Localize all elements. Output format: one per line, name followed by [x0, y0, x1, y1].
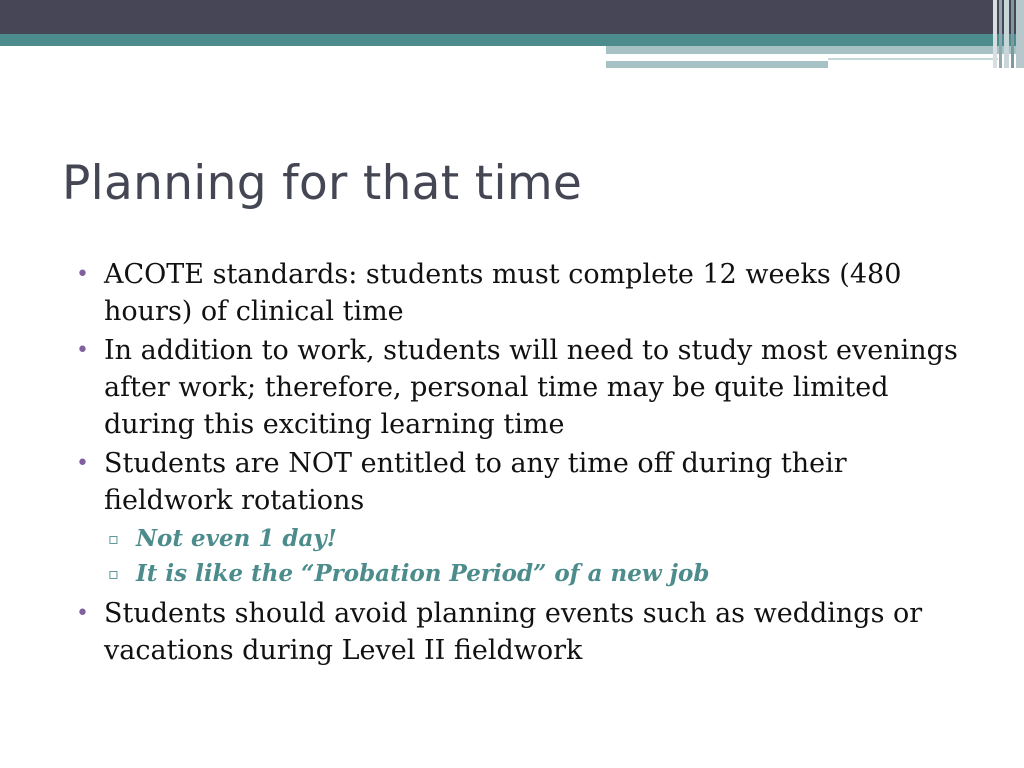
bullet-item: • ACOTE standards: students must complete 12 weeks (480 hours) of clinical time	[74, 256, 979, 330]
bullet-item: • Students should avoid planning events such as weddings or vacations during Level II fieldwork	[74, 595, 979, 669]
header-accent-line	[828, 58, 998, 60]
header-vertical-stripe	[993, 0, 997, 68]
bullet-item: • In addition to work, students will need to study most evenings after work; therefore, personal time may be quite limited during this exciting learning time	[74, 332, 979, 443]
slide-body	[74, 256, 979, 671]
header-band-teal	[0, 34, 1024, 46]
sub-bullet-item: ▫ Not even 1 day!	[74, 521, 979, 556]
header-accent-bar-short	[606, 61, 828, 68]
slide-title: Planning for that time	[62, 156, 583, 211]
bullet-item: • Students are NOT entitled to any time off during their fieldwork rotations	[74, 445, 979, 519]
header-accent-bar	[606, 46, 1024, 54]
header-vertical-stripe	[1011, 0, 1014, 68]
header-vertical-stripe	[1016, 0, 1024, 68]
header-band-dark	[0, 0, 1024, 34]
header-vertical-stripe	[1004, 0, 1009, 68]
sub-bullet-item: ▫ It is like the “Probation Period” of a new job	[74, 556, 979, 591]
sub-bullet-list	[74, 521, 979, 591]
header-vertical-stripe	[999, 0, 1002, 68]
